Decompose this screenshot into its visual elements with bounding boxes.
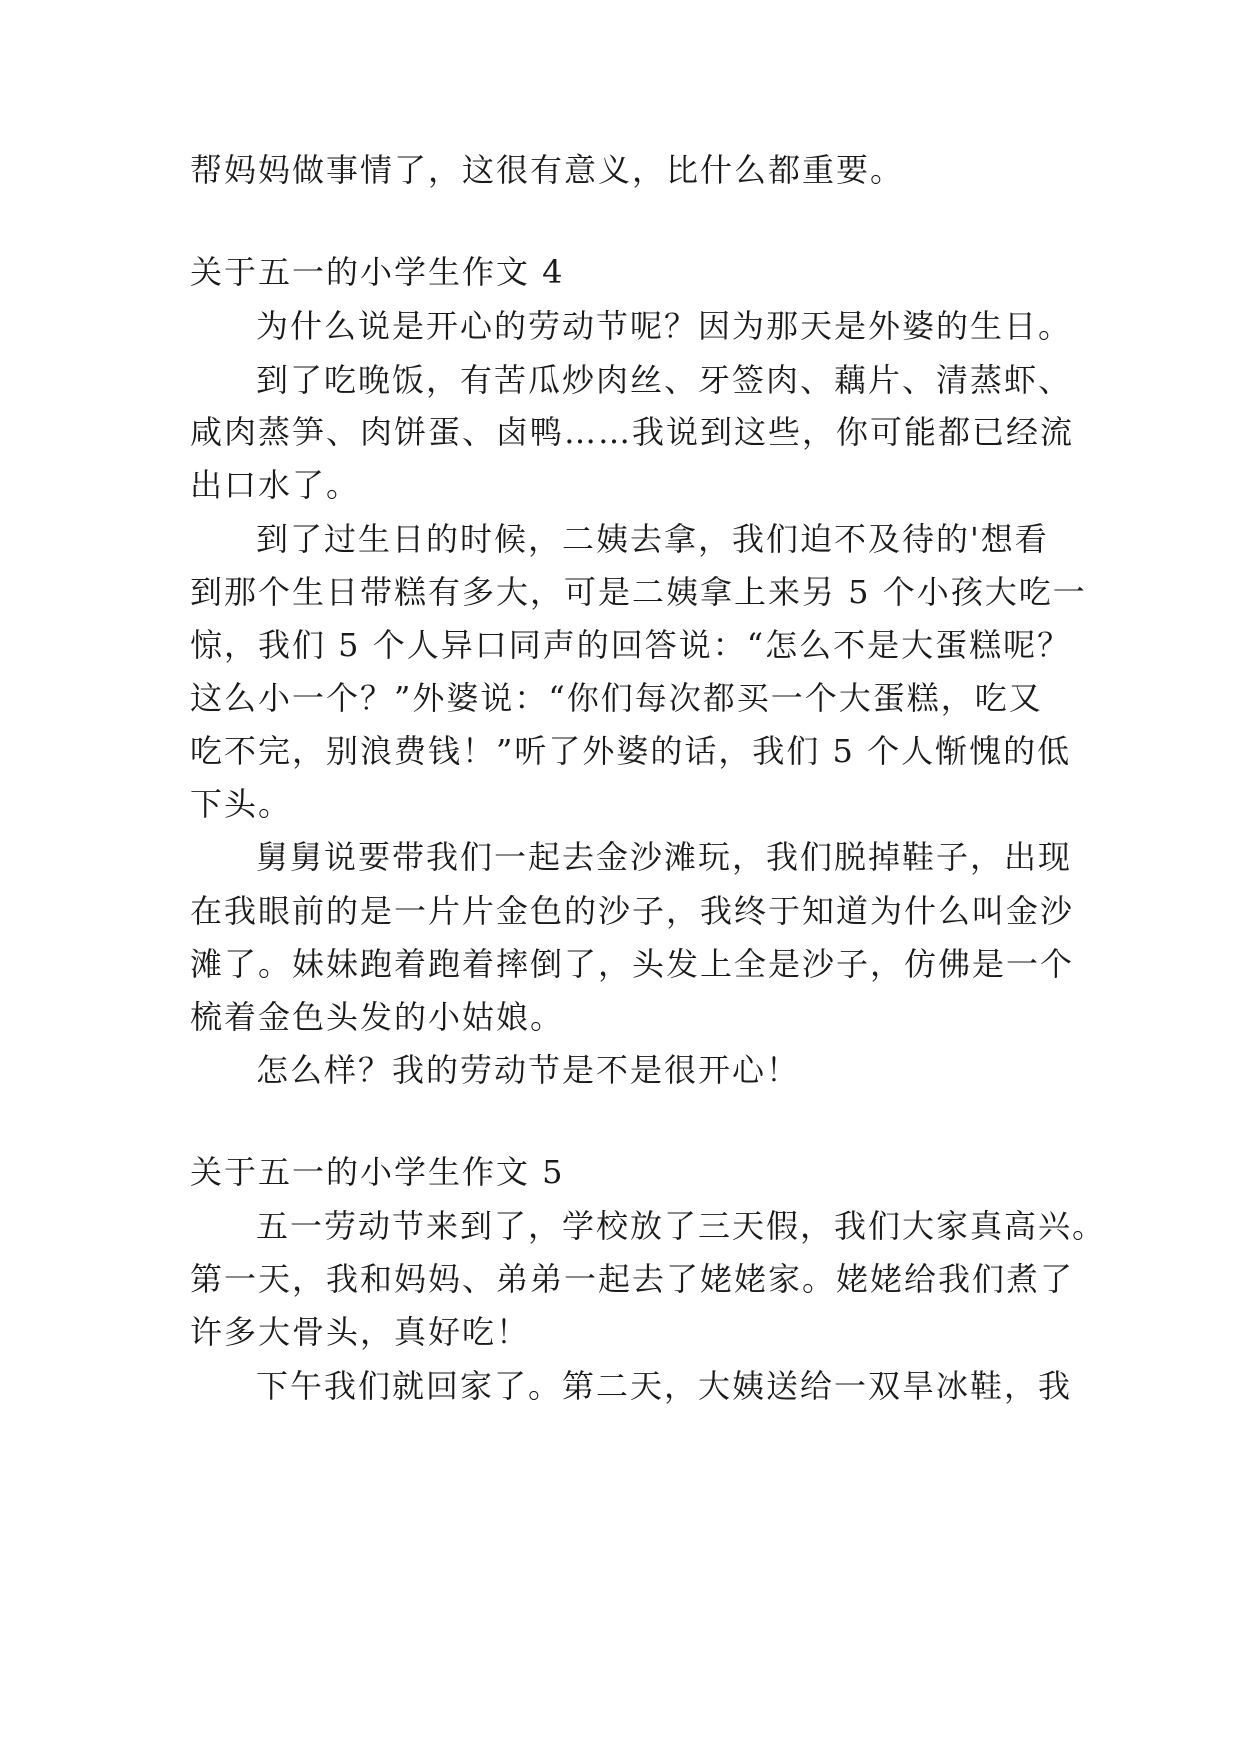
text-line: 下午我们就回家了。第二天，大姨送给一双旱冰鞋，我	[256, 1367, 1073, 1405]
text-line: 第一天，我和妈妈、弟弟一起去了姥姥家。姥姥给我们煮了	[190, 1260, 1075, 1298]
text-line: 舅舅说要带我们一起去金沙滩玩，我们脱掉鞋子，出现	[256, 838, 1073, 876]
text-line: 到那个生日带糕有多大，可是二姨拿上来另 5 个小孩大吃一	[190, 573, 1087, 611]
text-line: 许多大骨头，真好吃！	[190, 1313, 531, 1351]
text-line: 怎么样？我的劳动节是不是很开心！	[256, 1051, 801, 1089]
text-line: 出口水了。	[190, 466, 361, 504]
text-line: 五一劳动节来到了，学校放了三天假，我们大家真高兴。	[256, 1207, 1107, 1245]
text-line: 帮妈妈做事情了，这很有意义，比什么都重要。	[190, 151, 905, 189]
text-line: 为什么说是开心的劳动节呢？因为那天是外婆的生日。	[256, 307, 1073, 345]
text-line: 吃不完，别浪费钱！”听了外婆的话，我们 5 个人惭愧的低	[190, 732, 1072, 770]
text-line: 下头。	[190, 785, 293, 823]
text-line: 咸肉蒸笋、肉饼蛋、卤鸭……我说到这些，你可能都已经流	[190, 413, 1075, 451]
text-line: 到了吃晚饭，有苦瓜炒肉丝、牙签肉、藕片、清蒸虾、	[256, 361, 1073, 399]
text-line: 在我眼前的是一片片金色的沙子，我终于知道为什么叫金沙	[190, 892, 1075, 930]
text-line: 这么小一个？”外婆说：“你们每次都买一个大蛋糕，吃又	[190, 679, 1043, 717]
text-line: 梳着金色头发的小姑娘。	[190, 998, 565, 1036]
section-heading: 关于五一的小学生作文 4	[190, 253, 565, 291]
text-line: 滩了。妹妹跑着跑着摔倒了，头发上全是沙子，仿佛是一个	[190, 945, 1075, 983]
text-line: 惊，我们 5 个人异口同声的回答说：“怎么不是大蛋糕呢？	[190, 626, 1072, 664]
section-heading: 关于五一的小学生作文 5	[190, 1153, 565, 1191]
text-line: 到了过生日的时候，二姨去拿，我们迫不及待的'想看	[256, 520, 1049, 558]
